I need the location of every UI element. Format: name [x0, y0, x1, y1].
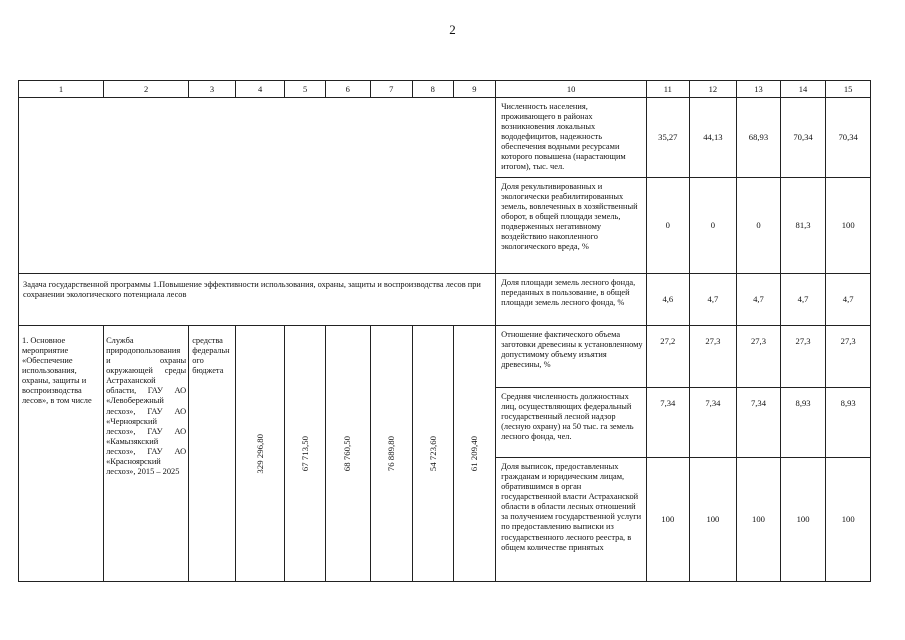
indicator-text: Доля выписок, предоставленных гражданам и юридическим лицам, обратившимся в орган государственной власти Астраханской области в области лесных отношений за получением государственной услуги по предоставлению выписки из государственного лесного реестра, в общем количестве принятых [496, 458, 647, 582]
indicator-value: 100 [737, 458, 781, 582]
indicator-value: 27,3 [689, 326, 737, 388]
funding-amount: 68 760,50 [342, 435, 353, 472]
indicator-text: Численность населения, проживающего в районах возникновения локальных вододефицитов, надежность обеспечения водными ресурсами которого повышена (нарастающим итогом), тыс. чел. [496, 98, 647, 178]
header-cell: 11 [647, 81, 690, 98]
indicator-value: 4,6 [647, 274, 690, 326]
header-cell: 2 [104, 81, 189, 98]
indicator-value: 100 [647, 458, 690, 582]
header-cell: 1 [19, 81, 104, 98]
indicator-text: Средняя численность должностных лиц, осуществляющих федеральный государственный лесной надзор (лесную охрану) на 50 тыс. га земель лесного фонда, чел. [496, 388, 647, 458]
table-row [19, 274, 871, 326]
indicator-text: Отношение фактического объема заготовки древесины к установленному допустимому объему изъятия древесины, % [496, 326, 647, 388]
indicator-value: 81,3 [780, 178, 826, 274]
indicator-value: 8,93 [826, 388, 871, 458]
indicator-value: 0 [737, 178, 781, 274]
funding-amount-cell [285, 326, 326, 582]
program-table [18, 80, 871, 582]
indicator-text: Доля площади земель лесного фонда, переданных в пользование, в общей площади земель лесного фонда, % [496, 274, 647, 326]
header-cell: 4 [235, 81, 285, 98]
funding-amount-cell [453, 326, 496, 582]
main-event-executor: Служба природопользования и охраны окружающей среды Астраханской области, ГАУ АО «Левобережный лесхоз», ГАУ АО «Черноярский лесхоз», ГАУ АО «Камызякский лесхоз», ГАУ АО «Красноярский лесхоз», 2015 – 2025 [104, 326, 189, 582]
indicator-value: 100 [826, 178, 871, 274]
header-cell: 6 [325, 81, 370, 98]
indicator-value: 27,3 [737, 326, 781, 388]
indicator-value: 35,27 [647, 98, 690, 178]
header-cell: 5 [285, 81, 326, 98]
indicator-value: 27,2 [647, 326, 690, 388]
funding-amount: 61 209,40 [469, 435, 480, 472]
indicator-value: 4,7 [689, 274, 737, 326]
indicator-value: 8,93 [780, 388, 826, 458]
empty-cell [19, 98, 496, 274]
indicator-value: 7,34 [737, 388, 781, 458]
header-cell: 13 [737, 81, 781, 98]
indicator-value: 70,34 [826, 98, 871, 178]
indicator-value: 7,34 [689, 388, 737, 458]
header-cell: 9 [453, 81, 496, 98]
header-cell: 10 [496, 81, 647, 98]
header-cell: 8 [413, 81, 454, 98]
funding-amount: 67 713,50 [299, 435, 310, 472]
funding-amount: 76 889,80 [386, 435, 396, 472]
header-cell: 7 [370, 81, 413, 98]
indicator-value: 27,3 [780, 326, 826, 388]
header-cell: 14 [780, 81, 826, 98]
page-number: 2 [449, 22, 456, 37]
header-row [19, 81, 871, 98]
funding-amount-cell [370, 326, 413, 582]
header-cell: 3 [189, 81, 236, 98]
table-row [19, 326, 871, 388]
indicator-value: 7,34 [647, 388, 690, 458]
funding-amount: 54 723,60 [427, 435, 438, 472]
indicator-value: 70,34 [780, 98, 826, 178]
indicator-value: 0 [647, 178, 690, 274]
indicator-value: 68,93 [737, 98, 781, 178]
funding-amount-cell [325, 326, 370, 582]
table-row [19, 98, 871, 178]
indicator-value: 4,7 [826, 274, 871, 326]
indicator-value: 27,3 [826, 326, 871, 388]
header-cell: 12 [689, 81, 737, 98]
task-text: Задача государственной программы 1.Повышение эффективности использования, охраны, защиты и воспроизводства лесов при сохранении экологического потенциала лесов [19, 274, 496, 326]
indicator-value: 4,7 [780, 274, 826, 326]
header-cell: 15 [826, 81, 871, 98]
funding-amount: 329 296,80 [254, 433, 265, 474]
indicator-value: 44,13 [689, 98, 737, 178]
funding-amount-cell [235, 326, 285, 582]
indicator-value: 100 [780, 458, 826, 582]
indicator-value: 100 [689, 458, 737, 582]
indicator-value: 100 [826, 458, 871, 582]
indicator-value: 0 [689, 178, 737, 274]
indicator-value: 4,7 [737, 274, 781, 326]
funding-source: средства федерального бюджета [189, 326, 236, 582]
funding-amount-cell [413, 326, 454, 582]
main-event-name: 1. Основное мероприятие «Обеспечение использования, охраны, защиты и воспроизводства лесов», в том числе [19, 326, 104, 582]
indicator-text: Доля рекультивированных и экологически реабилитированных земель, вовлеченных в хозяйственный оборот, в общей площади земель, подверженных негативному воздействию накопленного экологического вреда, % [496, 178, 647, 274]
